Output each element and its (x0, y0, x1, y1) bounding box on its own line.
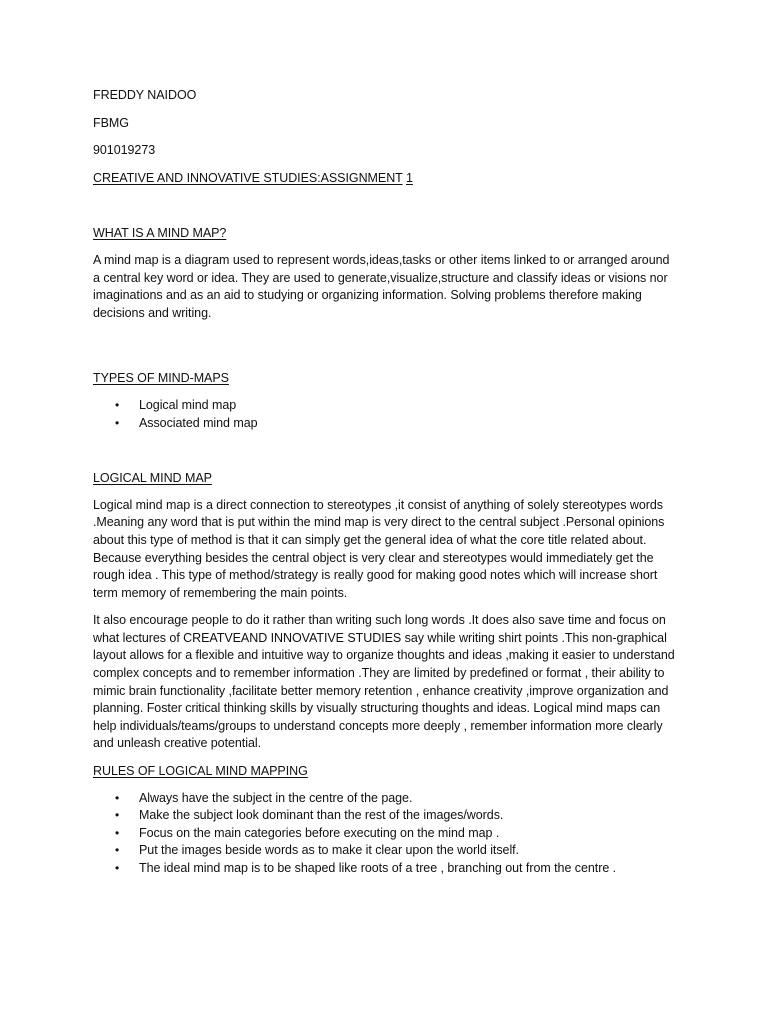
list-item: • Make the subject look dominant than the rest of the images/words. (93, 807, 678, 825)
list-item: • Logical mind map (93, 397, 678, 415)
list-item: • The ideal mind map is to be shaped like roots of a tree , branching out from the centre . (93, 860, 678, 878)
bullet-icon: • (115, 808, 120, 823)
types-list (93, 397, 678, 432)
course-code: FBMG (93, 115, 129, 130)
student-number: 901019273 (93, 143, 156, 158)
list-item: • Associated mind map (93, 415, 678, 433)
paragraph-what-is-mind-map: A mind map is a diagram used to represent words,ideas,tasks or other items linked to or arranged around a central key word or idea. They are used to generate,visualize,structure and classify ideas or visions nor imaginations and as an aid to studying or organizing information. Solving problems therefore making decisions and writing. (93, 252, 670, 320)
paragraph-logical-2: It also encourage people to do it rather than writing such long words .It does also save time and focus on what lectures of CREATVEAND INNOVATIVE STUDIES say while writing shirt points .This non-graphical layout allows for a flexible and intuitive way to organize thoughts and ideas ,making it easier to understand complex concepts and to remember information .They are limited by predefined or format , their ability to mimic brain functionality ,facilitate better memory retention , enhance creativity ,improve organization and planning. Foster critical thinking skills by visually structuring thoughts and ideas. Logical mind maps can help individuals/teams/groups to understand concepts more deeply , remember information more clearly and unleash creative potential. (93, 613, 675, 751)
bullet-icon: • (115, 415, 120, 430)
assignment-title (93, 170, 678, 188)
list-item: • Always have the subject in the centre of the page. (93, 790, 678, 808)
assignment-title-number: 1 (405, 170, 413, 185)
bullet-icon: • (115, 825, 120, 840)
spacer (93, 187, 678, 225)
heading-rules: RULES OF LOGICAL MIND MAPPING (93, 764, 308, 779)
bullet-icon: • (115, 861, 120, 875)
heading-types-of-mind-maps: TYPES OF MIND-MAPS (93, 371, 229, 386)
spacer (93, 332, 678, 370)
bullet-icon: • (115, 397, 120, 412)
list-item: • Focus on the main categories before executing on the mind map . (93, 825, 678, 843)
heading-what-is-mind-map: WHAT IS A MIND MAP? (93, 226, 227, 241)
list-item: • Put the images beside words as to make it clear upon the world itself. (93, 842, 678, 860)
spacer (93, 432, 678, 470)
assignment-title-main: CREATIVE AND INNOVATIVE STUDIES:ASSIGNMENT (93, 170, 403, 185)
author-name: FREDDY NAIDOO (93, 88, 197, 102)
rules-list (93, 790, 678, 878)
heading-logical-mind-map: LOGICAL MIND MAP (93, 471, 212, 486)
bullet-icon: • (115, 790, 120, 805)
paragraph-logical-1: Logical mind map is a direct connection to stereotypes ,it consist of anything of solely stereotypes words .Meaning any word that is put within the mind map is very direct to the central subject .Personal opinions about this type of method is that it can simply get the general idea of what the core title related about. Because everything besides the central object is very clear and stereotypes would immediately get the rough idea . This type of method/strategy is really good for making good notes which will increase short term memory of remembering the main points. (93, 497, 665, 600)
bullet-icon: • (115, 843, 120, 858)
